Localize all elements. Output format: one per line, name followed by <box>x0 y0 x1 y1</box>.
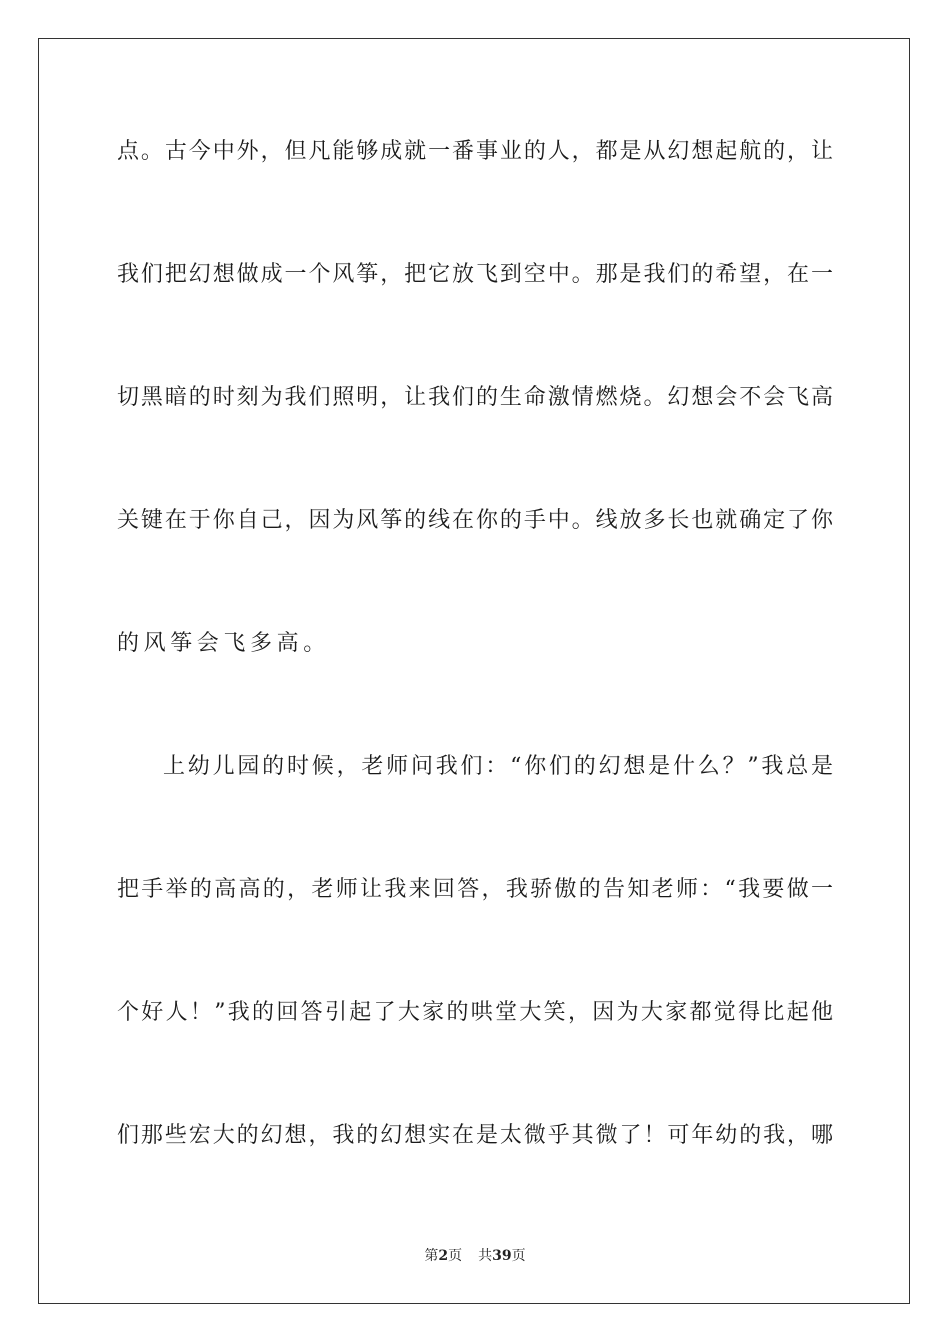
text-line-1: 点。古今中外，但凡能够成就一番事业的人，都是从幻想起航的，让 <box>117 139 833 164</box>
total-suffix: 页 <box>511 1248 526 1264</box>
text-line-5: 的风筝会飞多高。 <box>117 631 330 656</box>
text-line-9: 们那些宏大的幻想，我的幻想实在是太微乎其微了！可年幼的我，哪 <box>117 1123 833 1148</box>
text-line-3: 切黑暗的时刻为我们照明，让我们的生命激情燃烧。幻想会不会飞高 <box>117 385 833 410</box>
text-line-6: 上幼儿园的时候，老师问我们：“你们的幻想是什么？”我总是 <box>163 754 833 779</box>
total-prefix: 共 <box>478 1248 493 1264</box>
text-line-7: 把手举的高高的，老师让我来回答，我骄傲的告知老师：“我要做一 <box>117 877 833 902</box>
page-suffix: 页 <box>448 1248 463 1264</box>
page-border <box>38 38 910 1304</box>
text-line-4: 关键在于你自己，因为风筝的线在你的手中。线放多长也就确定了你 <box>117 508 833 533</box>
page-prefix: 第 <box>424 1248 439 1264</box>
total-pages: 39 <box>492 1248 512 1264</box>
text-line-8: 个好人！”我的回答引起了大家的哄堂大笑，因为大家都觉得比起他 <box>117 1000 833 1025</box>
text-line-2: 我们把幻想做成一个风筝，把它放飞到空中。那是我们的希望，在一 <box>117 262 833 287</box>
page-number: 2 <box>438 1248 449 1264</box>
page-footer <box>0 1246 950 1266</box>
